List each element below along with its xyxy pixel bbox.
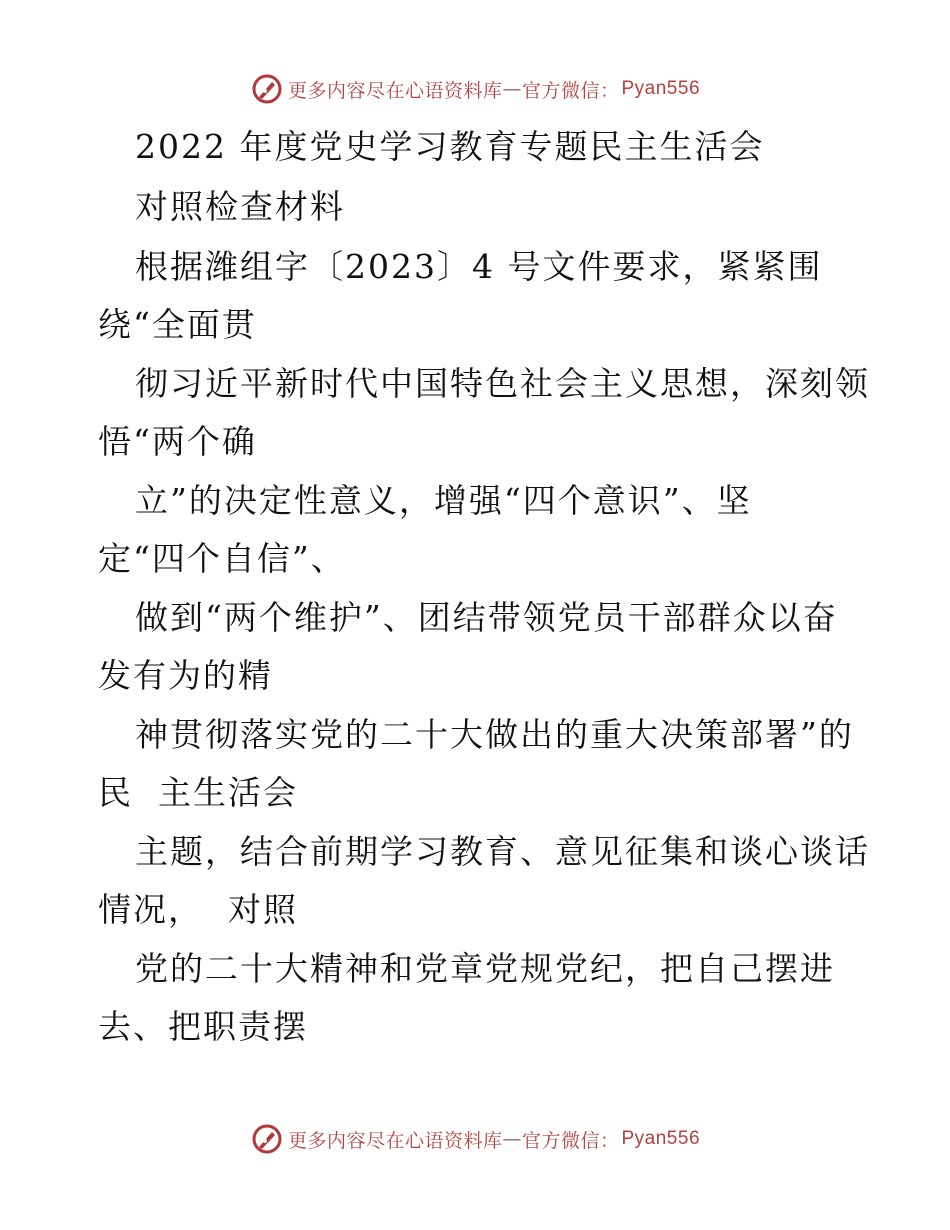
watermark-account-label: 官方微信： — [521, 1129, 620, 1152]
pen-nib-logo-icon — [250, 72, 284, 106]
doc-line: 神贯彻落实党的二十大做出的重大决策部署”的 — [135, 715, 854, 754]
doc-line: 情况， 对照 — [98, 890, 298, 929]
watermark-account-id: Pyan556 — [621, 1128, 701, 1149]
watermark-account-label: 官方微信： — [521, 79, 620, 102]
doc-line: 悟“两个确 — [98, 422, 257, 461]
watermark-footer — [0, 1122, 950, 1156]
doc-line: 民 主生活会 — [98, 773, 298, 812]
doc-line: 根据潍组字〔2023〕4 号文件要求，紧紧围 — [135, 247, 823, 286]
watermark-header — [0, 72, 950, 106]
doc-line: 去、把职责摆 — [98, 1007, 308, 1046]
watermark-text: 更多内容尽在心语资料库 — [287, 79, 503, 102]
doc-title-line-2: 对照检查材料 — [135, 187, 345, 226]
doc-line: 彻习近平新时代中国特色社会主义思想，深刻领 — [135, 364, 870, 403]
watermark-text: 更多内容尽在心语资料库 — [287, 1129, 503, 1152]
doc-line: 党的二十大精神和党章党规党纪，把自己摆进 — [135, 949, 835, 988]
watermark-dash: — — [502, 78, 522, 100]
doc-line: 定“四个自信”、 — [98, 539, 346, 578]
watermark-account-id: Pyan556 — [621, 78, 701, 99]
doc-line: 立”的决定性意义，增强“四个意识”、坚 — [135, 481, 752, 520]
pen-nib-logo-icon — [250, 1122, 284, 1156]
doc-line: 主题，结合前期学习教育、意见征集和谈心谈话 — [135, 832, 870, 871]
doc-line: 做到“两个维护”、团结带领党员干部群众以奋 — [135, 598, 838, 637]
watermark-dash: — — [502, 1128, 522, 1150]
doc-line: 发有为的精 — [98, 656, 273, 695]
doc-line: 绕“全面贯 — [98, 305, 257, 344]
doc-title-line-1: 2022 年度党史学习教育专题民主生活会 — [135, 127, 765, 166]
